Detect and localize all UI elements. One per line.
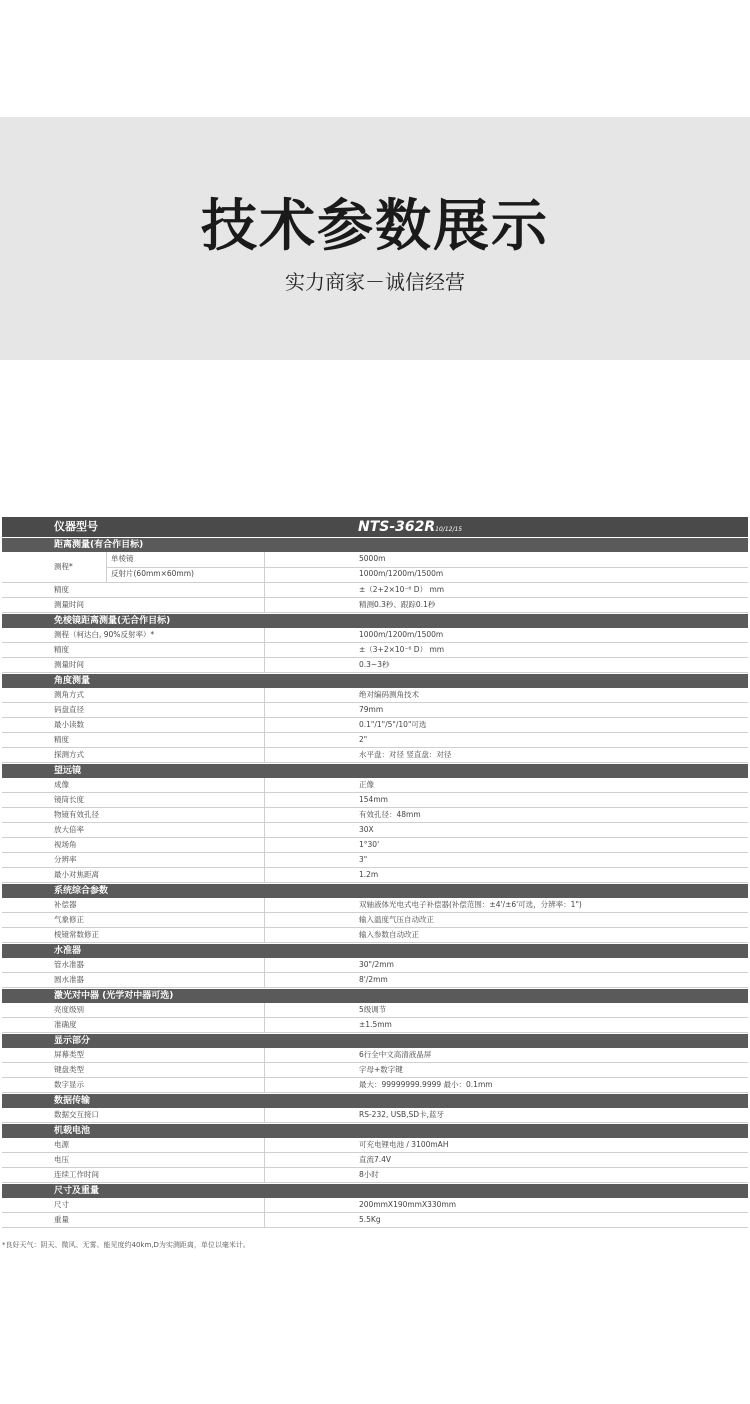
divider bbox=[264, 583, 265, 597]
spec-row bbox=[2, 793, 748, 808]
spec-key: 键盘类型 bbox=[54, 1065, 84, 1074]
page-title: 技术参数展示 bbox=[201, 194, 549, 259]
divider bbox=[264, 1063, 265, 1077]
spec-key: 最小读数 bbox=[54, 720, 84, 729]
spec-key: 数据交互接口 bbox=[54, 1110, 99, 1119]
spec-value: 最大：99999999.9999 最小：0.1mm bbox=[359, 1080, 493, 1089]
spec-value: 0.1"/1"/5"/10"可选 bbox=[359, 720, 427, 729]
divider bbox=[264, 898, 265, 912]
spec-key: 测程* bbox=[54, 562, 73, 571]
divider bbox=[264, 778, 265, 792]
model-name bbox=[358, 517, 462, 540]
spec-row bbox=[2, 838, 748, 853]
spec-key: 电源 bbox=[54, 1140, 69, 1149]
spec-row bbox=[2, 1018, 748, 1033]
spec-subrow bbox=[106, 567, 748, 582]
divider bbox=[264, 853, 265, 867]
divider bbox=[264, 793, 265, 807]
section-display: 显示部分 bbox=[2, 1033, 748, 1048]
spec-value: 1000m/1200m/1500m bbox=[359, 630, 444, 639]
spec-row bbox=[2, 778, 748, 793]
spec-table-header bbox=[2, 517, 748, 537]
spec-value: 双轴液体光电式电子补偿器(补偿范围：±4'/±6'可选，分辨率：1") bbox=[359, 900, 582, 909]
spec-key: 测程（柯达白, 90%反射率）* bbox=[54, 630, 155, 639]
divider bbox=[264, 643, 265, 657]
spec-row bbox=[2, 808, 748, 823]
spec-value: 有效孔径：48mm bbox=[359, 810, 421, 819]
section-nonprism-distance: 免棱镜距离测量(无合作目标) bbox=[2, 613, 748, 628]
divider bbox=[264, 598, 265, 612]
spec-row bbox=[2, 1213, 748, 1228]
spec-value: 200mmX190mmX330mm bbox=[359, 1200, 457, 1209]
spec-value: 精测0.3秒、跟踪0.1秒 bbox=[359, 600, 436, 609]
spec-row bbox=[2, 1003, 748, 1018]
spec-key: 测量时间 bbox=[54, 600, 84, 609]
spec-key: 精度 bbox=[54, 735, 69, 744]
spec-value: 6行全中文高清液晶屏 bbox=[359, 1050, 432, 1059]
section-battery: 机载电池 bbox=[2, 1123, 748, 1138]
spec-row bbox=[2, 688, 748, 703]
spec-value: 5.5Kg bbox=[359, 1215, 381, 1224]
spec-value: 2" bbox=[359, 735, 368, 744]
spec-value: 直流7.4V bbox=[359, 1155, 392, 1164]
spec-row bbox=[2, 1108, 748, 1123]
spec-row bbox=[2, 1138, 748, 1153]
spec-value: ±1.5mm bbox=[359, 1020, 392, 1029]
divider bbox=[264, 1138, 265, 1152]
divider bbox=[264, 868, 265, 882]
spec-key: 数字显示 bbox=[54, 1080, 84, 1089]
section-data-transfer: 数据传输 bbox=[2, 1093, 748, 1108]
spec-subkey: 反射片(60mm×60mm) bbox=[111, 569, 194, 578]
spec-row bbox=[2, 718, 748, 733]
spec-value: 1.2m bbox=[359, 870, 379, 879]
spec-value: ±（3+2×10⁻⁶ D） mm bbox=[359, 645, 445, 654]
divider bbox=[264, 823, 265, 837]
spec-key: 准确度 bbox=[54, 1020, 77, 1029]
spec-row bbox=[2, 928, 748, 943]
spec-row-group-range bbox=[2, 552, 748, 583]
spec-key: 电压 bbox=[54, 1155, 69, 1164]
divider bbox=[264, 1018, 265, 1032]
divider bbox=[264, 1078, 265, 1092]
spec-value: 5级调节 bbox=[359, 1005, 387, 1014]
spec-row bbox=[2, 913, 748, 928]
divider bbox=[264, 658, 265, 672]
spec-value: 字母+数字键 bbox=[359, 1065, 403, 1074]
spec-key: 码盘直径 bbox=[54, 705, 84, 714]
spec-row bbox=[2, 898, 748, 913]
spec-row bbox=[2, 1168, 748, 1183]
spec-key: 棱镜常数修正 bbox=[54, 930, 99, 939]
spec-value: 水平盘：对径 竖直盘：对径 bbox=[359, 750, 452, 759]
spec-key: 屏幕类型 bbox=[54, 1050, 84, 1059]
section-size-weight: 尺寸及重量 bbox=[2, 1183, 748, 1198]
divider bbox=[264, 718, 265, 732]
spec-value: 30X bbox=[359, 825, 374, 834]
divider bbox=[264, 1213, 265, 1227]
spec-row bbox=[2, 658, 748, 673]
spec-key: 成像 bbox=[54, 780, 69, 789]
spec-value: 1°30' bbox=[359, 840, 380, 849]
spec-row bbox=[2, 823, 748, 838]
spec-key: 测角方式 bbox=[54, 690, 84, 699]
spec-row bbox=[2, 1048, 748, 1063]
spec-value: 79mm bbox=[359, 705, 384, 714]
divider bbox=[264, 958, 265, 972]
spec-table bbox=[2, 517, 748, 1228]
spec-row bbox=[2, 1153, 748, 1168]
divider bbox=[264, 1198, 265, 1212]
divider bbox=[264, 973, 265, 987]
spec-key: 管水准器 bbox=[54, 960, 84, 969]
spec-key: 探测方式 bbox=[54, 750, 84, 759]
spec-row bbox=[2, 1198, 748, 1213]
spec-key: 测量时间 bbox=[54, 660, 84, 669]
spec-subkey: 单棱镜 bbox=[111, 554, 134, 563]
spec-row bbox=[2, 853, 748, 868]
spec-value: ±（2+2×10⁻⁶ D） mm bbox=[359, 585, 445, 594]
spec-value: 8'/2mm bbox=[359, 975, 388, 984]
spec-key: 亮度级别 bbox=[54, 1005, 84, 1014]
spec-value: 8小时 bbox=[359, 1170, 379, 1179]
section-laser-plummet: 激光对中器 (光学对中器可选) bbox=[2, 988, 748, 1003]
spec-row bbox=[2, 583, 748, 598]
divider bbox=[264, 913, 265, 927]
spec-key: 最小对焦距离 bbox=[54, 870, 99, 879]
spec-row bbox=[2, 868, 748, 883]
spec-key: 补偿器 bbox=[54, 900, 77, 909]
section-level: 水准器 bbox=[2, 943, 748, 958]
spec-key: 物镜有效孔径 bbox=[54, 810, 99, 819]
spec-key: 精度 bbox=[54, 645, 69, 654]
divider bbox=[264, 628, 265, 642]
spec-value: 正像 bbox=[359, 780, 374, 789]
spec-row bbox=[2, 1078, 748, 1093]
spec-value: 1000m/1200m/1500m bbox=[359, 569, 444, 578]
spec-row bbox=[2, 973, 748, 988]
spec-value: 输入参数自动改正 bbox=[359, 930, 419, 939]
section-system: 系统综合参数 bbox=[2, 883, 748, 898]
spec-row bbox=[2, 643, 748, 658]
model-name-main: NTS-362R bbox=[358, 519, 436, 535]
page-subtitle: 实力商家－诚信经营 bbox=[285, 270, 465, 294]
spec-value: 154mm bbox=[359, 795, 388, 804]
model-name-suffix: 10/12/15 bbox=[435, 526, 463, 533]
spec-row bbox=[2, 958, 748, 973]
divider bbox=[264, 1153, 265, 1167]
spec-row bbox=[2, 628, 748, 643]
divider bbox=[264, 928, 265, 942]
spec-key: 连续工作时间 bbox=[54, 1170, 99, 1179]
divider bbox=[264, 808, 265, 822]
spec-key: 气象修正 bbox=[54, 915, 84, 924]
spec-row bbox=[2, 733, 748, 748]
spec-row bbox=[2, 598, 748, 613]
spec-key: 镜筒长度 bbox=[54, 795, 84, 804]
spec-key: 圆水准器 bbox=[54, 975, 84, 984]
divider bbox=[264, 1168, 265, 1182]
footnote: *良好天气：阴天、微风、无雾、能见度约40km,D为实测距离，单位以毫米计。 bbox=[2, 1241, 250, 1249]
section-prism-distance: 距离测量(有合作目标) bbox=[2, 537, 748, 552]
spec-row bbox=[2, 1063, 748, 1078]
title-banner bbox=[0, 117, 750, 360]
spec-key: 重量 bbox=[54, 1215, 69, 1224]
spec-key: 放大倍率 bbox=[54, 825, 84, 834]
spec-subrow bbox=[106, 552, 748, 568]
spec-key: 分辨率 bbox=[54, 855, 77, 864]
divider bbox=[264, 838, 265, 852]
spec-value: 输入温度气压自动改正 bbox=[359, 915, 434, 924]
divider bbox=[264, 688, 265, 702]
spec-value: 30"/2mm bbox=[359, 960, 394, 969]
spec-row bbox=[2, 703, 748, 718]
divider bbox=[264, 703, 265, 717]
spec-value: 0.3~3秒 bbox=[359, 660, 390, 669]
divider bbox=[264, 1108, 265, 1122]
spec-value: RS-232, USB,SD卡,蓝牙 bbox=[359, 1110, 444, 1119]
divider bbox=[264, 748, 265, 762]
spec-value: 5000m bbox=[359, 554, 386, 563]
model-label: 仪器型号 bbox=[54, 520, 98, 533]
divider bbox=[264, 1048, 265, 1062]
spec-key: 视场角 bbox=[54, 840, 77, 849]
divider bbox=[264, 733, 265, 747]
section-angle: 角度测量 bbox=[2, 673, 748, 688]
spec-row bbox=[2, 748, 748, 763]
divider bbox=[264, 1003, 265, 1017]
spec-value: 绝对编码测角技术 bbox=[359, 690, 419, 699]
spec-value: 可充电锂电池 / 3100mAH bbox=[359, 1140, 449, 1149]
spec-value: 3" bbox=[359, 855, 368, 864]
section-telescope: 望远镜 bbox=[2, 763, 748, 778]
spec-key: 尺寸 bbox=[54, 1200, 69, 1209]
spec-key: 精度 bbox=[54, 585, 69, 594]
